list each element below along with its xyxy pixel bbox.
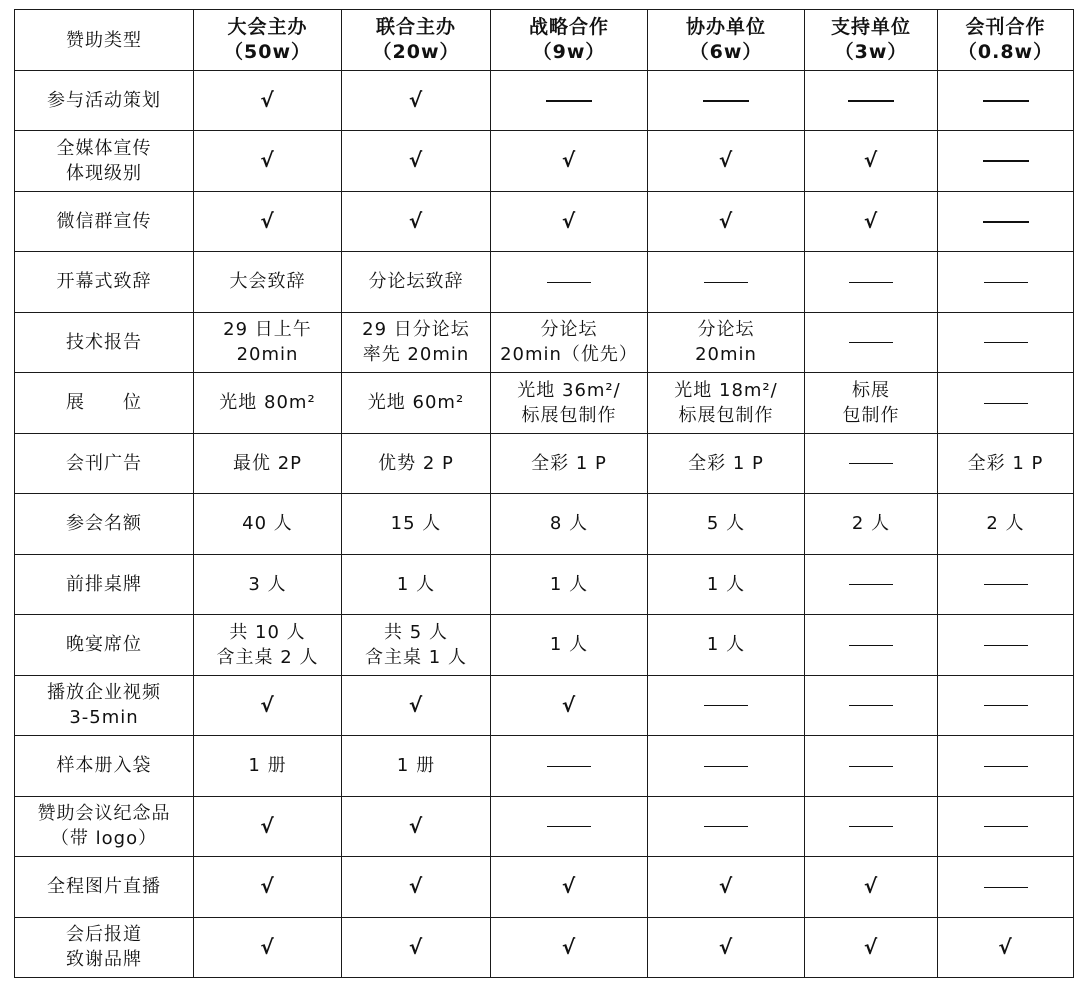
cell-text: 15 人	[390, 513, 442, 535]
row-label	[15, 373, 194, 434]
row-label-line: 开幕式致辞	[56, 271, 152, 293]
row-label-line: 赞助会议纪念品	[37, 803, 171, 825]
dash-icon	[704, 282, 748, 283]
check-mark-icon: √	[863, 874, 879, 899]
dash-icon	[849, 766, 893, 767]
dash-icon	[984, 403, 1028, 404]
cell-strategic	[491, 252, 648, 313]
cell-co-organizer	[648, 373, 805, 434]
dash-icon	[547, 766, 591, 767]
cell-text: 大会致辞	[229, 271, 306, 293]
table-row	[15, 736, 1074, 797]
cell-proceedings	[938, 554, 1074, 615]
check-mark-icon: √	[260, 692, 275, 717]
dash-icon	[547, 826, 591, 827]
table-body	[15, 71, 1074, 978]
cell-text: 优势 2 P	[378, 452, 454, 474]
cell-co-organizer	[648, 857, 805, 918]
cell-proceedings	[938, 736, 1074, 797]
dash-icon	[984, 584, 1028, 585]
cell-strategic	[491, 917, 648, 978]
cell-hosting	[194, 494, 342, 555]
cell-proceedings	[938, 917, 1074, 978]
cell-supporter	[805, 857, 938, 918]
check-mark-icon: √	[408, 813, 424, 838]
cell-co-hosting	[342, 554, 491, 615]
row-label-line: 技术报告	[66, 331, 142, 353]
row-label-line: 全程图片直播	[47, 876, 161, 898]
cell-text: 分论坛	[697, 319, 755, 341]
check-mark-icon: √	[408, 692, 424, 717]
cell-strategic	[491, 373, 648, 434]
dash-icon	[984, 645, 1028, 646]
dash-icon	[703, 100, 749, 102]
tier-header-co-organizer: 协办单位 （6w）	[648, 10, 805, 71]
row-label	[15, 252, 194, 313]
dash-icon	[704, 705, 748, 706]
cell-proceedings	[938, 796, 1074, 857]
row-label	[15, 494, 194, 555]
cell-supporter	[805, 71, 938, 131]
check-mark-icon: √	[260, 208, 275, 233]
cell-co-hosting	[342, 917, 491, 978]
cell-supporter	[805, 796, 938, 857]
cell-co-hosting	[342, 312, 491, 373]
cell-text: 1 册	[396, 755, 436, 777]
dash-icon	[849, 826, 893, 827]
cell-co-organizer	[648, 191, 805, 252]
cell-co-organizer	[648, 917, 805, 978]
cell-co-organizer	[648, 131, 805, 192]
cell-co-hosting	[342, 373, 491, 434]
cell-text: 29 日分论坛	[362, 319, 470, 341]
cell-strategic	[491, 675, 648, 736]
tier-header-co-hosting: 联合主办 （20w）	[342, 10, 491, 71]
check-mark-icon: √	[260, 874, 275, 899]
table-row	[15, 373, 1074, 434]
table-row	[15, 312, 1074, 373]
cell-hosting	[194, 615, 342, 676]
cell-co-hosting	[342, 494, 491, 555]
cell-hosting	[194, 554, 342, 615]
cell-text: 全彩 1 P	[967, 452, 1044, 474]
cell-proceedings	[938, 131, 1074, 192]
dash-icon	[984, 705, 1028, 706]
cell-co-organizer	[648, 312, 805, 373]
cell-text: 标展	[852, 379, 890, 401]
row-label	[15, 191, 194, 252]
dash-icon	[547, 282, 591, 283]
row-label	[15, 615, 194, 676]
cell-supporter	[805, 312, 938, 373]
dash-icon	[983, 221, 1029, 223]
cell-proceedings	[938, 857, 1074, 918]
dash-icon	[848, 100, 894, 102]
cell-text: 1 人	[549, 573, 589, 595]
cell-text: 2 人	[851, 513, 891, 535]
cell-text: 含主桌 1 人	[365, 646, 467, 668]
cell-text: 光地 80m²	[219, 392, 316, 414]
row-label	[15, 736, 194, 797]
cell-text: 20min	[236, 344, 299, 366]
cell-proceedings	[938, 675, 1074, 736]
tier-header-proceedings: 会刊合作 （0.8w）	[938, 10, 1074, 71]
cell-strategic	[491, 736, 648, 797]
check-mark-icon: √	[718, 874, 734, 899]
row-label-line: 体现级别	[66, 162, 142, 184]
cell-supporter	[805, 736, 938, 797]
check-mark-icon: √	[998, 934, 1013, 959]
check-mark-icon: √	[408, 208, 424, 233]
cell-supporter	[805, 675, 938, 736]
cell-text: 全彩 1 P	[688, 452, 764, 474]
cell-co-hosting	[342, 191, 491, 252]
dash-icon	[704, 766, 748, 767]
cell-proceedings	[938, 615, 1074, 676]
check-mark-icon: √	[561, 208, 577, 233]
cell-text: 5 人	[706, 513, 746, 535]
dash-icon	[984, 342, 1028, 343]
check-mark-icon: √	[408, 88, 424, 112]
cell-text: 标展包制作	[521, 404, 617, 426]
row-label-line: 样本册入袋	[56, 755, 152, 777]
cell-hosting	[194, 131, 342, 192]
cell-co-organizer	[648, 433, 805, 494]
table-row	[15, 252, 1074, 313]
check-mark-icon: √	[260, 934, 275, 959]
cell-co-organizer	[648, 252, 805, 313]
cell-strategic	[491, 131, 648, 192]
cell-co-organizer	[648, 71, 805, 131]
row-label-line: 微信群宣传	[56, 210, 152, 232]
row-label-line: 参会名额	[66, 513, 142, 535]
check-mark-icon: √	[408, 934, 424, 959]
cell-text: 3 人	[248, 573, 287, 595]
row-label	[15, 312, 194, 373]
dash-icon	[983, 160, 1029, 162]
row-label	[15, 796, 194, 857]
cell-text: 共 5 人	[384, 621, 448, 643]
cell-hosting	[194, 252, 342, 313]
row-label-line: 参与活动策划	[47, 90, 161, 111]
cell-proceedings	[938, 191, 1074, 252]
cell-co-organizer	[648, 494, 805, 555]
dash-icon	[849, 282, 893, 283]
check-mark-icon: √	[561, 874, 577, 899]
check-mark-icon: √	[863, 208, 879, 233]
cell-text: 最优 2P	[232, 452, 303, 474]
cell-hosting	[194, 736, 342, 797]
cell-strategic	[491, 433, 648, 494]
row-label-line: 晚宴席位	[66, 634, 142, 656]
cell-proceedings	[938, 312, 1074, 373]
cell-supporter	[805, 252, 938, 313]
cell-strategic	[491, 494, 648, 555]
header-row	[15, 10, 1074, 71]
table-row	[15, 71, 1074, 131]
row-label-line: 致谢品牌	[66, 949, 142, 971]
table-row	[15, 796, 1074, 857]
row-label-line: 3-5min	[69, 707, 139, 729]
cell-strategic	[491, 312, 648, 373]
cell-text: 1 人	[706, 634, 746, 656]
cell-co-hosting	[342, 796, 491, 857]
cell-text: 20min	[695, 344, 757, 366]
cell-supporter	[805, 433, 938, 494]
check-mark-icon: √	[561, 148, 577, 173]
cell-co-organizer	[648, 615, 805, 676]
cell-text: 全彩 1 P	[531, 452, 607, 474]
dash-icon	[849, 463, 893, 464]
row-label	[15, 917, 194, 978]
table-row	[15, 857, 1074, 918]
cell-supporter	[805, 131, 938, 192]
row-label-line: 全媒体宣传	[56, 137, 152, 159]
row-label	[15, 71, 194, 131]
cell-proceedings	[938, 433, 1074, 494]
row-label-line: 播放企业视频	[47, 682, 161, 704]
check-mark-icon: √	[260, 148, 275, 173]
check-mark-icon: √	[561, 934, 577, 959]
cell-text: 2 人	[986, 513, 1025, 535]
cell-supporter	[805, 554, 938, 615]
cell-proceedings	[938, 494, 1074, 555]
row-label-line: 展 位	[66, 392, 142, 414]
cell-hosting	[194, 373, 342, 434]
cell-text: 20min（优先）	[500, 344, 638, 366]
table-row	[15, 131, 1074, 192]
row-label	[15, 433, 194, 494]
cell-co-hosting	[342, 252, 491, 313]
check-mark-icon: √	[561, 692, 577, 717]
table-row	[15, 675, 1074, 736]
cell-hosting	[194, 675, 342, 736]
cell-text: 1 人	[706, 573, 746, 595]
cell-co-hosting	[342, 675, 491, 736]
cell-hosting	[194, 433, 342, 494]
cell-text: 光地 36m²/	[517, 379, 621, 401]
cell-co-hosting	[342, 615, 491, 676]
sponsorship-table	[14, 9, 1074, 978]
cell-hosting	[194, 71, 342, 131]
table-row	[15, 615, 1074, 676]
cell-co-hosting	[342, 857, 491, 918]
cell-text: 40 人	[242, 513, 293, 535]
cell-supporter	[805, 615, 938, 676]
cell-text: 1 人	[549, 634, 589, 656]
cell-strategic	[491, 615, 648, 676]
row-label-line: 会后报道	[66, 924, 142, 946]
check-mark-icon: √	[408, 148, 424, 173]
row-label-line: 会刊广告	[66, 452, 142, 474]
cell-proceedings	[938, 252, 1074, 313]
cell-text: 包制作	[842, 404, 900, 426]
cell-strategic	[491, 71, 648, 131]
cell-co-organizer	[648, 675, 805, 736]
cell-text: 1 人	[396, 573, 436, 595]
dash-icon	[983, 100, 1029, 102]
cell-supporter	[805, 373, 938, 434]
cell-strategic	[491, 191, 648, 252]
cell-strategic	[491, 857, 648, 918]
cell-hosting	[194, 917, 342, 978]
cell-text: 率先 20min	[362, 344, 470, 366]
cell-proceedings	[938, 373, 1074, 434]
check-mark-icon: √	[718, 208, 734, 233]
cell-text: 光地 60m²	[367, 392, 465, 414]
cell-supporter	[805, 917, 938, 978]
header-corner-cell: 赞助类型	[15, 10, 194, 71]
row-label	[15, 554, 194, 615]
cell-hosting	[194, 857, 342, 918]
table-row	[15, 494, 1074, 555]
cell-co-organizer	[648, 796, 805, 857]
row-label	[15, 131, 194, 192]
check-mark-icon: √	[863, 148, 879, 173]
dash-icon	[849, 645, 893, 646]
dash-icon	[546, 100, 592, 102]
table-row	[15, 433, 1074, 494]
cell-text: 8 人	[549, 513, 589, 535]
table-row	[15, 554, 1074, 615]
dash-icon	[849, 705, 893, 706]
cell-supporter	[805, 191, 938, 252]
check-mark-icon: √	[718, 934, 734, 959]
cell-co-hosting	[342, 71, 491, 131]
cell-co-hosting	[342, 131, 491, 192]
cell-text: 光地 18m²/	[674, 379, 778, 401]
cell-text: 1 册	[248, 755, 287, 777]
dash-icon	[984, 282, 1028, 283]
check-mark-icon: √	[260, 813, 275, 838]
cell-hosting	[194, 796, 342, 857]
check-mark-icon: √	[260, 88, 275, 112]
cell-text: 分论坛	[540, 319, 598, 341]
table-row	[15, 191, 1074, 252]
cell-proceedings	[938, 71, 1074, 131]
dash-icon	[704, 826, 748, 827]
row-label-line: 前排桌牌	[66, 573, 142, 595]
tier-header-hosting: 大会主办 （50w）	[194, 10, 342, 71]
cell-hosting	[194, 312, 342, 373]
cell-hosting	[194, 191, 342, 252]
cell-text: 含主桌 2 人	[216, 646, 319, 668]
cell-co-organizer	[648, 736, 805, 797]
tier-header-strategic: 战略合作 （9w）	[491, 10, 648, 71]
cell-co-hosting	[342, 433, 491, 494]
row-label-line: （带 logo）	[50, 828, 158, 850]
cell-text: 标展包制作	[678, 404, 774, 426]
cell-co-hosting	[342, 736, 491, 797]
dash-icon	[849, 342, 893, 343]
cell-text: 29 日上午	[223, 319, 312, 341]
row-label	[15, 675, 194, 736]
cell-strategic	[491, 554, 648, 615]
cell-supporter	[805, 494, 938, 555]
check-mark-icon: √	[408, 874, 424, 899]
cell-co-organizer	[648, 554, 805, 615]
check-mark-icon: √	[863, 934, 879, 959]
cell-text: 共 10 人	[229, 621, 306, 643]
cell-text: 分论坛致辞	[368, 271, 464, 293]
cell-strategic	[491, 796, 648, 857]
tier-header-supporter: 支持单位 （3w）	[805, 10, 938, 71]
dash-icon	[984, 766, 1028, 767]
dash-icon	[984, 887, 1028, 888]
dash-icon	[849, 584, 893, 585]
check-mark-icon: √	[718, 148, 734, 173]
row-label	[15, 857, 194, 918]
dash-icon	[984, 826, 1028, 827]
table-row	[15, 917, 1074, 978]
